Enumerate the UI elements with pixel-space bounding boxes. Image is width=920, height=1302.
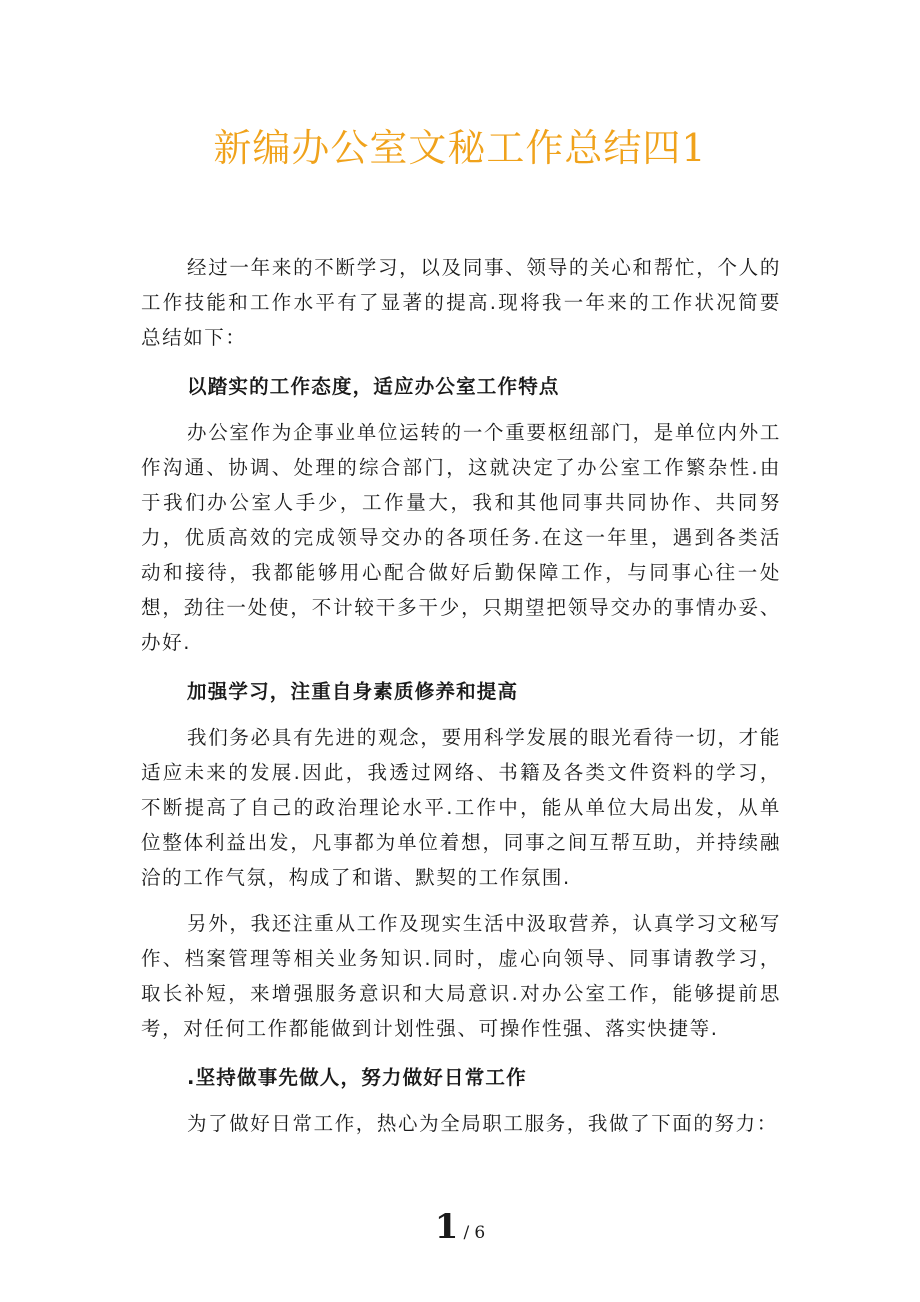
section-2-paragraph-1: 我们务必具有先进的观念，要用科学发展的眼光看待一切，才能适应未来的发展.因此，我透过网络、书籍及各类文件资料的学习，不断提高了自己的政治理论水平.工作中，能从单位大局出发，从单位整体利益出发，凡事都为单位着想，同事之间互帮互助，并持续融洽的工作气氛，构成了和谐、默契的工作氛围.	[141, 726, 781, 889]
page-separator: /	[463, 1223, 470, 1243]
intro-paragraph: 经过一年来的不断学习，以及同事、领导的关心和帮忙，个人的工作技能和工作水平有了显著的提高.现将我一年来的工作状况简要总结如下：	[141, 256, 781, 349]
total-pages: 6	[474, 1223, 486, 1243]
section-heading-2: 加强学习，注重自身素质修养和提高	[187, 680, 519, 703]
page-number	[0, 1207, 920, 1247]
section-3-paragraph-1: 为了做好日常工作，热心为全局职工服务，我做了下面的努力：	[187, 1112, 778, 1135]
document-body	[141, 250, 781, 1141]
document-title: 新编办公室文秘工作总结四1	[213, 126, 707, 170]
section-heading-1: 以踏实的工作态度，适应办公室工作特点	[187, 375, 560, 398]
section-1-paragraph-1: 办公室作为企事业单位运转的一个重要枢纽部门，是单位内外工作沟通、协调、处理的综合部门，这就决定了办公室工作繁杂性.由于我们办公室人手少，工作量大，我和其他同事共同协作、共同努力，优质高效的完成领导交办的各项任务.在这一年里，遇到各类活动和接待，我都能够用心配合做好后勤保障工作，与同事心往一处想，劲往一处使，不计较干多干少，只期望把领导交办的事情办妥、办好.	[141, 421, 781, 654]
section-2-paragraph-2: 另外，我还注重从工作及现实生活中汲取营养，认真学习文秘写作、档案管理等相关业务知识.同时，虚心向领导、同事请教学习，取长补短，来增强服务意识和大局意识.对办公室工作，能够提前思考，对任何工作都能做到计划性强、可操作性强、落实快捷等.	[141, 912, 781, 1040]
section-heading-3: .坚持做事先做人，努力做好日常工作	[187, 1066, 527, 1089]
current-page-number: 1	[434, 1207, 459, 1247]
